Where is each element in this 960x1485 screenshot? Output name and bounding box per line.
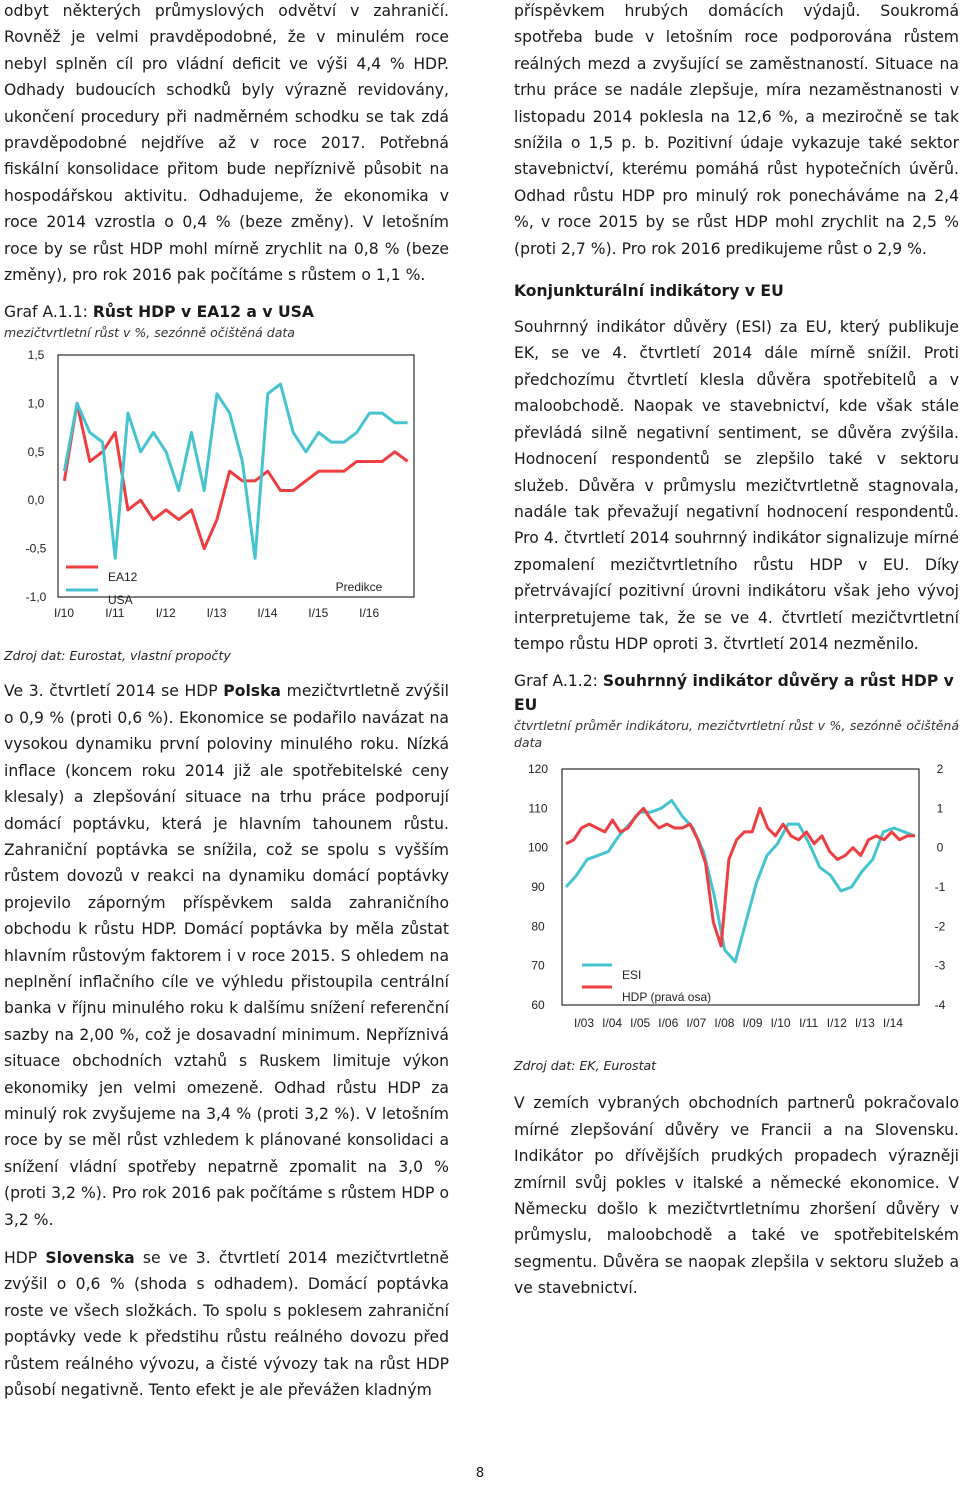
y-left-tick-label: 90 xyxy=(531,880,545,895)
y-tick-label: 0,5 xyxy=(27,445,45,460)
figure-a12-heading: Souhrnný indikátor důvěry a růst HDP v EU xyxy=(514,672,954,715)
y-tick-label: 1,0 xyxy=(27,396,45,411)
x-tick-label: I/05 xyxy=(630,1016,651,1031)
forecast-label: Predikce xyxy=(335,580,383,595)
figure-a12-title xyxy=(514,669,959,717)
y-right-tick-label: -4 xyxy=(934,998,946,1013)
chart-esi-gdp-eu xyxy=(514,755,959,1055)
y-left-tick-label: 70 xyxy=(531,959,545,974)
legend-label-usa: USA xyxy=(108,593,133,608)
x-tick-label: I/06 xyxy=(658,1016,679,1031)
x-tick-label: I/10 xyxy=(53,606,75,621)
x-tick-label: I/07 xyxy=(686,1016,707,1031)
slovakia-text-a: HDP xyxy=(4,1249,46,1267)
legend-label-hdp: HDP (pravá osa) xyxy=(622,990,712,1005)
figure-a12 xyxy=(514,669,959,1074)
x-tick-label: I/12 xyxy=(155,606,176,621)
poland-text-a: Ve 3. čtvrtletí 2014 se HDP xyxy=(4,682,224,701)
series-line-usa xyxy=(64,385,407,559)
figure-a12-source: Zdroj dat: EK, Eurostat xyxy=(514,1058,657,1074)
paragraph-esi: Souhrnný indikátor důvěry (ESI) za EU, který publikuje EK, se ve 4. čtvrtletí 2014 dále mírně snížil. Proti předchozímu čtvrtletí klesla důvěra spotřebitelů a v maloobchodě. Naopak ve stavebnictví, kde však stále převládá silně negativní sentiment, se důvěra zvýšila. Hodnocení respondentů se zlepšilo také v sektoru služeb. Důvěra v průmyslu mezičtvrtletně stagnovala, nadále tak převažují negativní hodnocení respondentů. Pro 4. čtvrtletí 2014 souhrnný indikátor signalizuje mírné zpomalení mezičtvrtletního růstu HDP v EU. Díky přetrvávající pozitivní úrovni indikátoru však jeho vývoj interpretujeme tak, že se ve 4. čtvrtletí mezičtvrtletní tempo růstu HDP oproti 3. čtvrtletí 2014 nezměnilo. xyxy=(514,318,959,653)
section-heading-eu-indicators: Konjunkturální indikátory v EU xyxy=(514,282,784,301)
y-left-tick-label: 80 xyxy=(531,919,545,934)
paragraph-slovakia xyxy=(4,1245,449,1403)
x-tick-label: I/11 xyxy=(105,606,125,621)
y-tick-label: -0,5 xyxy=(25,542,47,557)
y-right-tick-label: -3 xyxy=(934,959,946,974)
chart-gdp-ea12-usa xyxy=(4,345,424,645)
legend-label-ea12: EA12 xyxy=(108,570,138,585)
plot-frame xyxy=(562,769,919,1005)
paragraph-partners: V zemích vybraných obchodních partnerů pokračovalo mírné zlepšování důvěry ve Francii a na Slovensku. Indikátor po dřívějších prudkých propadech výrazněji zmírnil svůj pokles v italské a německé ekonomice. V Německu došlo k mezičtvrtletnímu zhoršení důvěry v průmyslu, maloobchodě a také ve spotřebitelském segmentu. Důvěra se naopak zlepšila v sektoru služeb a ve stavebnictví. xyxy=(514,1094,959,1298)
y-right-tick-label: 2 xyxy=(936,762,944,777)
figure-a11-source: Zdroj dat: Eurostat, vlastní propočty xyxy=(4,648,231,664)
y-tick-label: 1,5 xyxy=(27,348,45,363)
x-tick-label: I/08 xyxy=(714,1016,735,1031)
x-tick-label: I/09 xyxy=(742,1016,763,1031)
y-tick-label: -1,0 xyxy=(25,590,47,605)
figure-a11 xyxy=(4,300,449,664)
x-tick-label: I/16 xyxy=(359,606,380,621)
paragraph-poland xyxy=(4,678,449,1233)
legend-label-esi: ESI xyxy=(622,968,642,983)
poland-text-b: mezičtvrtletně zvýšil o 0,9 % (proti 0,6 %). Ekonomice se podařilo navázat na vysokou dynamiku první poloviny minulého roku. Nízká inflace (koncem roku 2014 již ale spotřebitelské ceny klesaly) a zlepšování situace na trhu práce podporují domácí poptávku, která je hlavním tahounem růstu. Zahraniční poptávka se snížila, což se spolu s vyšším růstem dovozů v reakci na dynamiku domácí poptávky projevilo záporným příspěvkem salda zahraničního obchodu k růstu HDP. Domácí poptávka by měla zůstat hlavním růstovým faktorem i v roce 2015. S ohledem na neplnění inflačního cíle ve výhledu přistoupila centrální banka v říjnu minulého roku k dalšímu snížení referenční sazby na 2,00 %, což je dosavadní minimum. Nepříznivá situace obchodních vztahů s Ruskem limituje výkon ekonomiky jen velmi omezeně. Odhad růstu HDP za minulý rok zvyšujeme na 3,4 % (proti 3,2 %). V letošním roce by se měl růst vzhledem k plánované konsolidaci a snížení vládní spotřeby nepatrně zpomalit na 3,0 % (proti 3,2 %). Pro rok 2016 pak počítáme s růstem HDP o 3,2 %. xyxy=(4,682,449,1229)
x-tick-label: I/12 xyxy=(826,1016,847,1031)
x-tick-label: I/03 xyxy=(573,1016,595,1031)
slovakia-name: Slovenska xyxy=(45,1249,135,1267)
poland-name: Polska xyxy=(223,682,281,701)
x-tick-label: I/11 xyxy=(799,1016,819,1031)
paragraph-intro: odbyt některých průmyslových odvětví v zahraničí. Rovněž je velmi pravděpodobné, že v minulém roce nebyl splněn cíl pro vládní deficit ve výši 4,4 % HDP. Odhady budoucích schodků byly výrazně revidovány, ukončení procedury při nadměrném schodku se tak zdá pravděpodobné nejdříve až v roce 2017. Potřebná fiskální konsolidace přitom bude nepříznivě působit na hospodářskou aktivitu. Odhadujeme, že ekonomika v roce 2014 vzrostla o 0,4 % (beze změny). V letošním roce by se růst HDP mohl mírně zrychlit na 0,8 % (beze změny), pro rok 2016 pak počítáme s růstem o 1,1 %. xyxy=(4,2,449,285)
x-tick-label: I/15 xyxy=(308,606,329,621)
figure-a12-label: Graf A.1.2: xyxy=(514,672,603,691)
x-tick-label: I/10 xyxy=(770,1016,791,1031)
y-right-tick-label: -1 xyxy=(934,880,946,895)
y-tick-label: 0,0 xyxy=(27,493,45,508)
figure-a12-subtitle: čtvrtletní průměr indikátoru, mezičtvrtletní růst v %, sezónně očištěná data xyxy=(514,718,959,751)
x-tick-label: I/14 xyxy=(257,606,278,621)
series-line-esi xyxy=(566,801,915,962)
x-tick-label: I/13 xyxy=(206,606,227,621)
y-right-tick-label: -2 xyxy=(934,919,946,934)
figure-a11-heading: Růst HDP v EA12 a v USA xyxy=(92,303,314,322)
x-tick-label: I/13 xyxy=(854,1016,875,1031)
paragraph-slovakia-cont: příspěvkem hrubých domácích výdajů. Soukromá spotřeba bude v letošním roce podporována růstem reálných mezd a zvyšující se zaměstnaností. Situace na trhu práce se nadále zlepšuje, míra nezaměstnanosti v listopadu 2014 poklesla na 12,6 %, a meziročně se tak snížila o 1,5 p. b. Pozitivní údaje vykazuje také sektor stavebnictví, kterému pomáhá růst hypotečních úvěrů. Odhad růstu HDP pro minulý rok ponecháváme na 2,4 %, v roce 2015 by se růst HDP mohl zrychlit na 2,5 % (proti 2,7 %). Pro rok 2016 predikujeme růst o 2,9 %. xyxy=(514,2,959,258)
y-right-tick-label: 0 xyxy=(936,841,944,856)
figure-a11-subtitle: mezičtvrtletní růst v %, sezónně očištěná data xyxy=(4,325,295,341)
left-column xyxy=(4,0,449,1403)
y-left-tick-label: 60 xyxy=(531,998,545,1013)
slovakia-text-b: se ve 3. čtvrtletí 2014 mezičtvrtletně zvýšil o 0,6 % (shoda s odhadem). Domácí poptávka roste ve všech složkách. To spolu s poklesem zahraniční poptávky vede k předstihu růstu reálného dovozu před růstem reálného vývozu, a čisté vývozy tak na růst HDP působí negativně. Tento efekt je ale převážen kladným xyxy=(4,1249,450,1400)
y-right-tick-label: 1 xyxy=(936,801,944,816)
y-left-tick-label: 100 xyxy=(527,841,549,856)
y-left-tick-label: 110 xyxy=(528,801,548,816)
series-line-ea12 xyxy=(64,404,407,549)
y-left-tick-label: 120 xyxy=(527,762,549,777)
figure-a11-title xyxy=(4,300,449,324)
series-line-hdp xyxy=(566,809,915,947)
right-column xyxy=(514,0,959,1302)
x-tick-label: I/14 xyxy=(882,1016,903,1031)
x-tick-label: I/04 xyxy=(602,1016,623,1031)
figure-a11-label: Graf A.1.1: xyxy=(4,303,93,322)
page-number: 8 xyxy=(475,1466,485,1481)
